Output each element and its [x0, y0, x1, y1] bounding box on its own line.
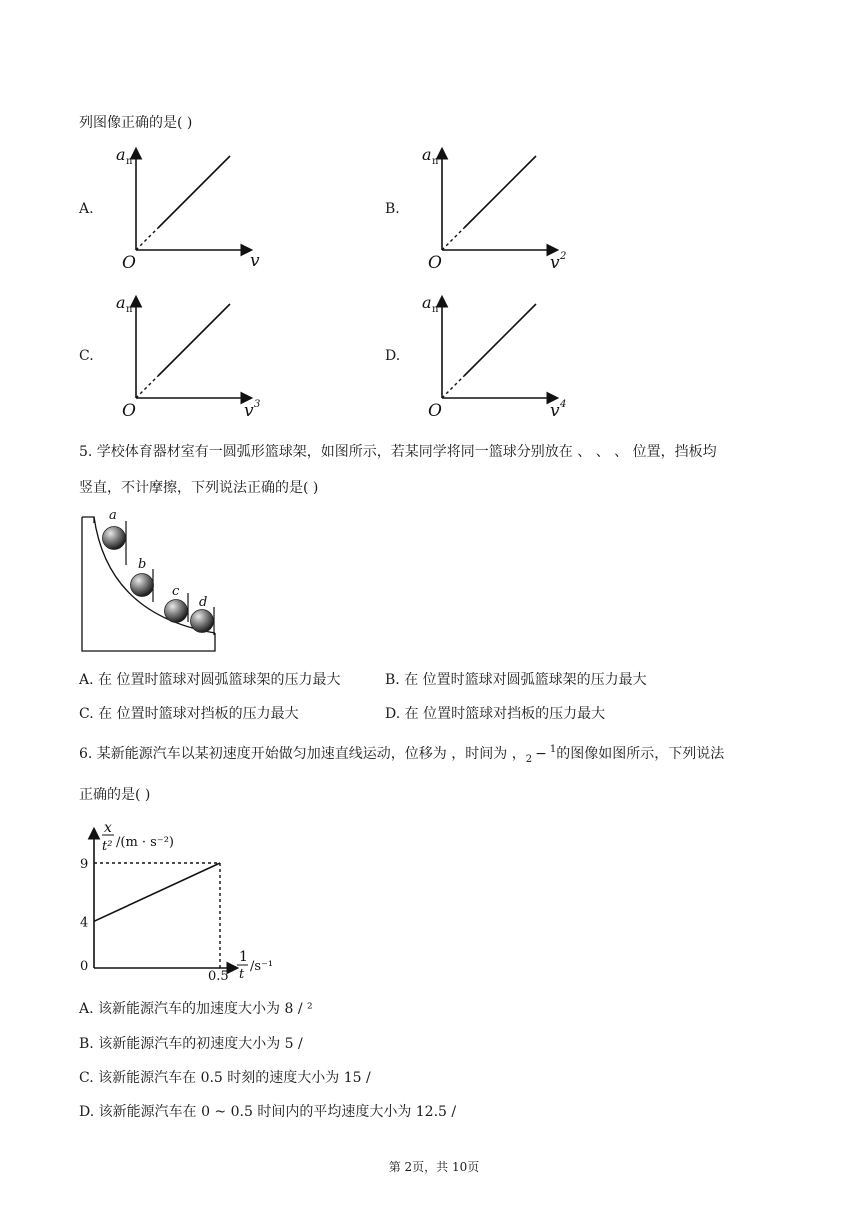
dashed-extension [136, 376, 158, 398]
x-label-sup: 2 [560, 251, 567, 262]
q6-stem-line1 [79, 745, 724, 765]
origin-label: O [428, 401, 442, 421]
q6-stem-line2: 正确的是( ) [79, 787, 151, 803]
q6-stem-text: 6. 某新能源汽车以某初速度开始做匀加速直线运动，位移为 ，时间为 ， [79, 746, 526, 762]
q6-option-c: C. 该新能源汽车在 0.5 时刻的速度大小为 15 / [79, 1070, 371, 1086]
q5-basketball-rack-figure [80, 505, 220, 655]
ball-a [103, 527, 126, 550]
q5-stem-line1: 5. 学校体育器材室有一圆弧形篮球架，如图所示，若某同学将同一篮球分别放在 、 、 、 位置，挡板均 [79, 444, 717, 460]
y-tick-4: 4 [80, 915, 89, 931]
origin-label: O [122, 253, 136, 273]
y-label-den: t² [102, 839, 113, 854]
graph-line [158, 304, 230, 376]
q6-option-a: A. 该新能源汽车的加速度大小为 8 / ² [79, 1001, 313, 1017]
ball-d-label: d [199, 595, 208, 610]
graph-line [158, 156, 230, 228]
q4-option-c-label: C. [79, 348, 94, 364]
data-line [94, 863, 220, 921]
x-label-sup: 3 [254, 399, 261, 410]
x-label: v [244, 401, 254, 421]
dashed-extension [442, 376, 464, 398]
x-label-sup: 4 [560, 399, 567, 410]
y-unit: /(m · s⁻²) [116, 835, 174, 850]
ball-b [131, 574, 154, 597]
q5-option-b: B. 在 位置时篮球对圆弧篮球架的压力最大 [385, 672, 647, 688]
y-label: a [422, 293, 432, 312]
y-label-sub: n [126, 156, 133, 167]
y-label-sub: n [126, 304, 133, 315]
graph-line [464, 156, 536, 228]
origin-label: O [122, 401, 136, 421]
dashed-extension [442, 228, 464, 250]
graph-line [464, 304, 536, 376]
x-tick-05: 0.5 [208, 969, 229, 984]
q4-stem: 列图像正确的是( ) [79, 115, 193, 131]
q5-option-a: A. 在 位置时篮球对圆弧篮球架的压力最大 [79, 672, 341, 688]
q4-graph-d [416, 290, 586, 425]
x-label: v [550, 401, 560, 421]
q6-option-d: D. 该新能源汽车在 0 ~ 0.5 时间内的平均速度大小为 12.5 / [79, 1104, 457, 1120]
q4-graph-c [110, 290, 280, 425]
q5-option-d: D. 在 位置时篮球对挡板的压力最大 [385, 706, 606, 722]
y-label-num: x [104, 820, 112, 836]
ball-a-label: a [109, 508, 117, 523]
q6-stem-tail: 的图像如图所示，下列说法 [556, 746, 725, 762]
x-label-den: t [239, 967, 245, 982]
q4-option-b-label: B. [385, 201, 400, 217]
y-label: a [422, 145, 432, 164]
page-footer: 第 2页，共 10页 [388, 1160, 480, 1174]
q6-option-b: B. 该新能源汽车的初速度大小为 5 / [79, 1036, 303, 1052]
q4-graph-a [110, 142, 270, 277]
q4-option-d-label: D. [385, 348, 401, 364]
y-tick-9: 9 [80, 857, 89, 872]
ball-d [191, 610, 214, 633]
y-label-sub: n [432, 304, 439, 315]
ball-c [165, 600, 188, 623]
ball-c-label: c [172, 584, 180, 599]
origin-label: 0 [80, 959, 89, 974]
q6-minus: − [535, 746, 547, 762]
q4-graph-b [416, 142, 586, 277]
y-label: a [116, 145, 126, 164]
q5-option-c: C. 在 位置时篮球对挡板的压力最大 [79, 706, 299, 722]
x-label-num: 1 [239, 949, 248, 965]
q6-frac-top: 1 [549, 744, 557, 755]
q5-stem-line2: 竖直，不计摩擦，下列说法正确的是( ) [79, 480, 319, 496]
origin-label: O [428, 253, 442, 273]
ball-b-label: b [138, 557, 147, 572]
y-label-sub: n [432, 156, 439, 167]
dashed-extension [136, 228, 158, 250]
q6-frac-bottom: 2 [525, 754, 533, 765]
q6-xt2-vs-1t-graph [78, 820, 298, 984]
x-label: v [250, 251, 260, 271]
x-unit: /s⁻¹ [250, 959, 274, 974]
x-label: v [550, 253, 560, 273]
y-label: a [116, 293, 126, 312]
q4-option-a-label: A. [79, 201, 94, 217]
